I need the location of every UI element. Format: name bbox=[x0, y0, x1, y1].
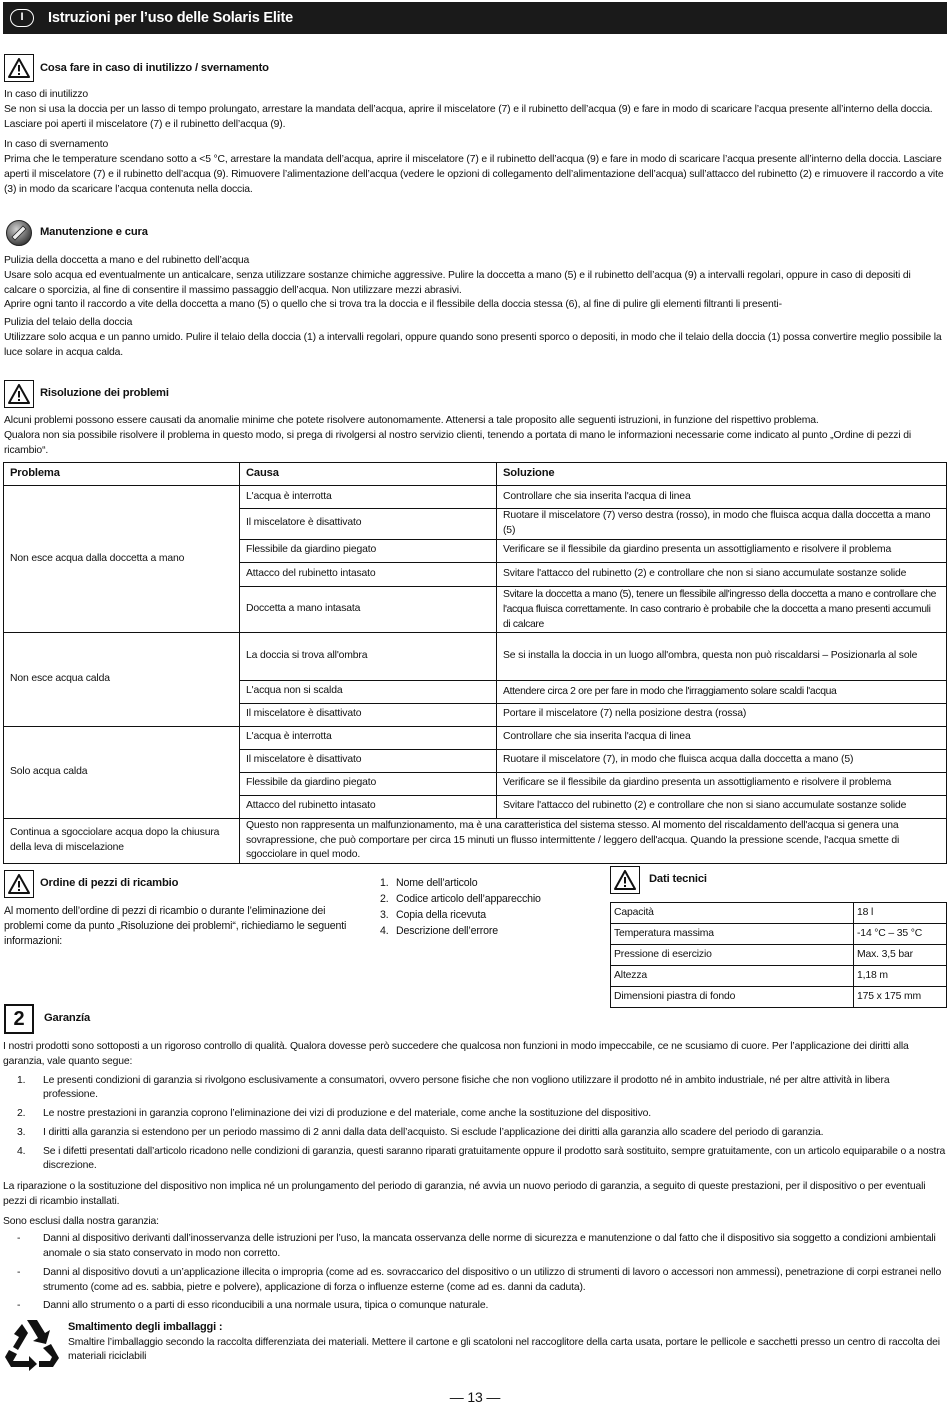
section-title: Risoluzione dei problemi bbox=[40, 387, 169, 400]
section-title: Cosa fare in caso di inutilizzo / svernamento bbox=[40, 62, 269, 75]
page-number: — 13 — bbox=[449, 1389, 501, 1405]
cause-cell: Flessibile da giardino piegato bbox=[240, 539, 497, 562]
spec-label: Altezza bbox=[611, 966, 854, 987]
list-item: Danni al dispositivo dovuti a un’applicazione illecita o impropria (come ad es. sovraccarico del dispositivo o un utilizzo di strumenti di lavoro o accessori non ammessi), penetrazione di corpi estranei nello strumento (come ad es. sabbia, pietre e polvere), applicazione di forza o influenze esterne (come ad es. danni da caduta). bbox=[43, 1266, 942, 1293]
subheading: Pulizia della doccetta a mano e del rubinetto dell’acqua bbox=[4, 255, 250, 266]
solution-cell: Verificare se il flessibile da giardino presenta un assottigliamento e risolvere il problema bbox=[497, 772, 947, 795]
spec-label: Temperatura massima bbox=[611, 924, 854, 945]
cause-cell: Il miscelatore è disattivato bbox=[240, 749, 497, 772]
section-disposal bbox=[68, 1320, 946, 1365]
spec-label: Dimensioni piastra di fondo bbox=[611, 987, 854, 1008]
section-title: Smaltimento degli imballaggi : bbox=[68, 1321, 223, 1333]
paragraph: Alcuni problemi possono essere causati da anomalie minime che potete risolvere autonomamente. Attenersi a tale proposito alle seguenti istruzioni, in funzione del rispettivo problema. bbox=[4, 415, 819, 426]
list-number: 1. bbox=[380, 877, 389, 889]
solution-cell: Controllare che sia inserita l'acqua di linea bbox=[497, 726, 947, 749]
column-header: Problema bbox=[4, 463, 240, 486]
section-spare-parts bbox=[4, 870, 366, 949]
paragraph: Prima che le temperature scendano sotto a <5 °C, arrestare la mandata dell’acqua, aprire il miscelatore (7) e il rubinetto dell’acqua (9) e fare in modo di scaricare l’acqua presente all’interno della doccia. Lasciare aperti il miscelatore (7) e il rubinetto dell’acqua (9). Rimuovere l’alimentazione dell’acqua (vedere le opzioni di collegamento dell’alimentazione dell’acqua) sull’attacco del rubinetto (2) e rimuovere il raccordo a vite (3) in modo da scaricare l’acqua contenuta nella doccia. bbox=[4, 154, 944, 195]
spec-value: 175 x 175 mm bbox=[854, 987, 947, 1008]
solution-cell: Svitare la doccetta a mano (5), tenere un flessibile all'ingresso della doccetta a mano e controllare che l'acqua fluisca correttamente. In caso contrario è probabile che la doccetta a mano presenti accumuli di calcare bbox=[497, 586, 947, 632]
solution-cell: Ruotare il miscelatore (7), in modo che fluisca acqua dalla doccetta a mano (5) bbox=[497, 749, 947, 772]
section-title: Dati tecnici bbox=[649, 873, 707, 886]
list-number: 2. bbox=[17, 1108, 26, 1120]
paragraph: Sono esclusi dalla nostra garanzia: bbox=[3, 1215, 159, 1227]
cause-cell: Il miscelatore è disattivato bbox=[240, 509, 497, 540]
section-title: Ordine di pezzi di ricambio bbox=[40, 877, 179, 890]
list-item: Danni al dispositivo derivanti dall’inosservanza delle istruzioni per l’uso, la mancata osservanza delle norme di sicurezza e manutenzione o dal fatto che il dispositivo sia soggetto a condizioni ambientali anomale o sia stato conservato in modo non corretto. bbox=[43, 1233, 936, 1260]
list-number: 1. bbox=[17, 1074, 26, 1086]
spare-parts-list bbox=[380, 875, 610, 939]
list-bullet: - bbox=[17, 1233, 21, 1245]
spec-label: Capacità bbox=[611, 903, 854, 924]
cause-cell: Il miscelatore è disattivato bbox=[240, 703, 497, 726]
solution-cell: Ruotare il miscelatore (7) verso destra (rosso), in modo che fluisca acqua dalla doccetta a mano (5) bbox=[497, 509, 947, 540]
cause-cell: L'acqua è interrotta bbox=[240, 726, 497, 749]
solution-cell: Svitare l'attacco del rubinetto (2) e controllare che non si siano accumulate sostanze solide bbox=[497, 562, 947, 586]
warranty-heading bbox=[4, 1004, 90, 1034]
paragraph: Qualora non sia possibile risolvere il problema in questo modo, si prega di rivolgersi al nostro servizio clienti, tenendo a portata di mano le informazioni necessarie come indicato al punto „Ordine di pezzi di ricambio“. bbox=[4, 429, 912, 456]
spec-label: Pressione di esercizio bbox=[611, 945, 854, 966]
problem-cell: Solo acqua calda bbox=[4, 726, 240, 818]
section-technical-data bbox=[610, 866, 947, 1008]
list-item: Codice articolo dell’apparecchio bbox=[396, 893, 541, 906]
paragraph: Se non si usa la doccia per un lasso di tempo prolungato, arrestare la mandata dell’acqua, aprire il miscelatore (7) e il rubinetto dell’acqua (9) e fare in modo di scaricare l’acqua presente all’interno della doccia. Lasciare poi aperti il miscelatore (7) e il rubinetto dell’acqua (9). bbox=[4, 103, 933, 130]
solution-cell: Svitare l'attacco del rubinetto (2) e controllare che non si siano accumulate sostanze solide bbox=[497, 795, 947, 818]
subheading: Pulizia del telaio della doccia bbox=[4, 317, 133, 329]
explanation-cell: Questo non rappresenta un malfunzionamento, ma è una caratteristica del sistema stesso. Al momento del riscaldamento dell'acqua si genera una sovrapressione, che può comportare per circa 15 minuti un flusso intermittente / leggero dell'acqua. Quando la pressione scende, l'acqua smette di sgocciolare in quel modo. bbox=[240, 818, 947, 863]
recycling-icon bbox=[3, 1316, 61, 1372]
solution-cell: Se si installa la doccia in un luogo all'ombra, questa non può riscaldarsi – Posizionarla al sole bbox=[497, 632, 947, 680]
problem-cell: Non esce acqua calda bbox=[4, 632, 240, 726]
list-item: Le presenti condizioni di garanzia si rivolgono esclusivamente a consumatori, ovvero persone fisiche che non vogliono utilizzare il prodotto né in ambito industriale, né per altre attività in libera professione. bbox=[43, 1074, 890, 1101]
list-number: 3. bbox=[17, 1126, 26, 1138]
page-title: Istruzioni per l’uso delle Solaris Elite bbox=[48, 9, 294, 26]
warranty-years-icon: 2 bbox=[4, 1004, 34, 1034]
section-title: Manutenzione e cura bbox=[40, 226, 148, 239]
page-header bbox=[3, 2, 947, 34]
troubleshooting-table bbox=[3, 462, 947, 864]
cause-cell: L'acqua è interrotta bbox=[240, 486, 497, 509]
cause-cell: Attacco del rubinetto intasato bbox=[240, 795, 497, 818]
list-number: 4. bbox=[380, 925, 389, 938]
warning-icon bbox=[610, 866, 640, 894]
problem-cell: Non esce acqua dalla doccetta a mano bbox=[4, 486, 240, 633]
list-number: 2. bbox=[380, 893, 389, 906]
list-item: Danni allo strumento o a parti di esso riconducibili a una normale usura, tipica o comunque naturale. bbox=[43, 1300, 489, 1312]
section-troubleshooting bbox=[4, 380, 944, 458]
list-number: 4. bbox=[17, 1145, 26, 1157]
list-item: Copia della ricevuta bbox=[396, 909, 487, 922]
language-badge: I bbox=[10, 9, 34, 27]
spec-value: -14 °C – 35 °C bbox=[854, 924, 947, 945]
maintenance-icon bbox=[4, 219, 34, 247]
column-header: Causa bbox=[240, 463, 497, 486]
column-header: Soluzione bbox=[497, 463, 947, 486]
cause-cell: Attacco del rubinetto intasato bbox=[240, 562, 497, 586]
paragraph: I nostri prodotti sono sottoposti a un rigoroso controllo di qualità. Qualora dovesse però succedere che qualcosa non funzioni in modo impeccabile, ce ne scusiamo di cuore. Per l’applicazione dei diritti alla garanzia, vale quanto segue: bbox=[3, 1041, 909, 1067]
paragraph: Al momento dell’ordine di pezzi di ricambio o durante l’eliminazione dei problemi come da punto „Risoluzione dei problemi“, richiediamo le seguenti informazioni: bbox=[4, 905, 347, 948]
list-item: I diritti alla garanzia si estendono per un periodo massimo di 2 anni dalla data dell’acquisto. Si esclude l’applicazione dei diritti alla garanzia allo scadere del periodo di garanzia. bbox=[43, 1126, 824, 1138]
solution-cell: Attendere circa 2 ore per fare in modo che l'irraggiamento solare scaldi l'acqua bbox=[497, 680, 947, 703]
paragraph: Smaltire l’imballaggio secondo la raccolta differenziata dei materiali. Mettere il cartone e gli scatoloni nel raccoglitore della carta usata, portare le pellicole e sacchetti presso un centro di raccolta dei materiali riciclabili bbox=[68, 1336, 940, 1363]
solution-cell: Portare il miscelatore (7) nella posizione destra (rossa) bbox=[497, 703, 947, 726]
subheading: In caso di inutilizzo bbox=[4, 89, 89, 100]
paragraph: Utilizzare solo acqua e un panno umido. Pulire il telaio della doccia (1) a intervalli regolari, oppure quando sono presenti sporco o depositi, in modo che il telaio della doccia (1) possa convertire meglio possibile la luce solare in acqua calda. bbox=[4, 331, 942, 358]
spec-value: 1,18 m bbox=[854, 966, 947, 987]
cause-cell: La doccia si trova all'ombra bbox=[240, 632, 497, 680]
warning-icon bbox=[4, 54, 34, 82]
section-maintenance bbox=[4, 219, 944, 360]
problem-cell: Continua a sgocciolare acqua dopo la chiusura della leva di miscelazione bbox=[4, 818, 240, 863]
list-number: 3. bbox=[380, 909, 389, 922]
technical-data-table bbox=[610, 902, 947, 1008]
list-bullet: - bbox=[17, 1266, 21, 1278]
cause-cell: L'acqua non si scalda bbox=[240, 680, 497, 703]
paragraph: La riparazione o la sostituzione del dispositivo non implica né un prolungamento del periodo di garanzia, né avvia un nuovo periodo di garanzia, a seguito di queste prestazioni, per il dispositivo o per eventuali pezzi di ricambio installati. bbox=[3, 1181, 926, 1207]
section-title: Garanzía bbox=[44, 1012, 91, 1025]
section-wintering bbox=[4, 54, 944, 197]
section-warranty bbox=[3, 1040, 947, 1314]
warning-icon bbox=[4, 380, 34, 408]
list-item: Nome dell’articolo bbox=[396, 877, 478, 889]
list-item: Le nostre prestazioni in garanzia coprono l’eliminazione dei vizi di produzione e del materiale, come anche la sostituzione del dispositivo. bbox=[43, 1108, 651, 1120]
spec-value: Max. 3,5 bar bbox=[854, 945, 947, 966]
list-item: Descrizione dell’errore bbox=[396, 925, 498, 938]
solution-cell: Verificare se il flessibile da giardino presenta un assottigliamento e risolvere il problema bbox=[497, 539, 947, 562]
warning-icon bbox=[4, 870, 34, 898]
solution-cell: Controllare che sia inserita l'acqua di linea bbox=[497, 486, 947, 509]
paragraph: Usare solo acqua ed eventualmente un anticalcare, senza utilizzare sostanze chimiche aggressive. Pulire la doccetta a mano (5) e il rubinetto dell’acqua (9) a intervalli regolari, oppure in caso di depositi di calcare o sporcizia, al fine di consentire il massimo passaggio dell’acqua. Non utilizzare mezzi abrasivi. bbox=[4, 269, 911, 296]
cause-cell: Flessibile da giardino piegato bbox=[240, 772, 497, 795]
cause-cell: Doccetta a mano intasata bbox=[240, 586, 497, 632]
list-item: Se i difetti presentati dall’articolo ricadono nelle condizioni di garanzia, questi saranno riparati gratuitamente oppure il prodotto sarà sostituito, sempre gratuitamente, con un articolo equiparabile o a nostra discrezione. bbox=[43, 1145, 946, 1172]
spec-value: 18 l bbox=[854, 903, 947, 924]
paragraph: Aprire ogni tanto il raccordo a vite della doccetta a mano (5) o quello che si trova tra la doccia e il flessibile della doccia stessa (6), al fine di pulire gli elementi filtranti li presenti- bbox=[4, 299, 782, 311]
subheading: In caso di svernamento bbox=[4, 139, 109, 151]
list-bullet: - bbox=[17, 1300, 21, 1312]
